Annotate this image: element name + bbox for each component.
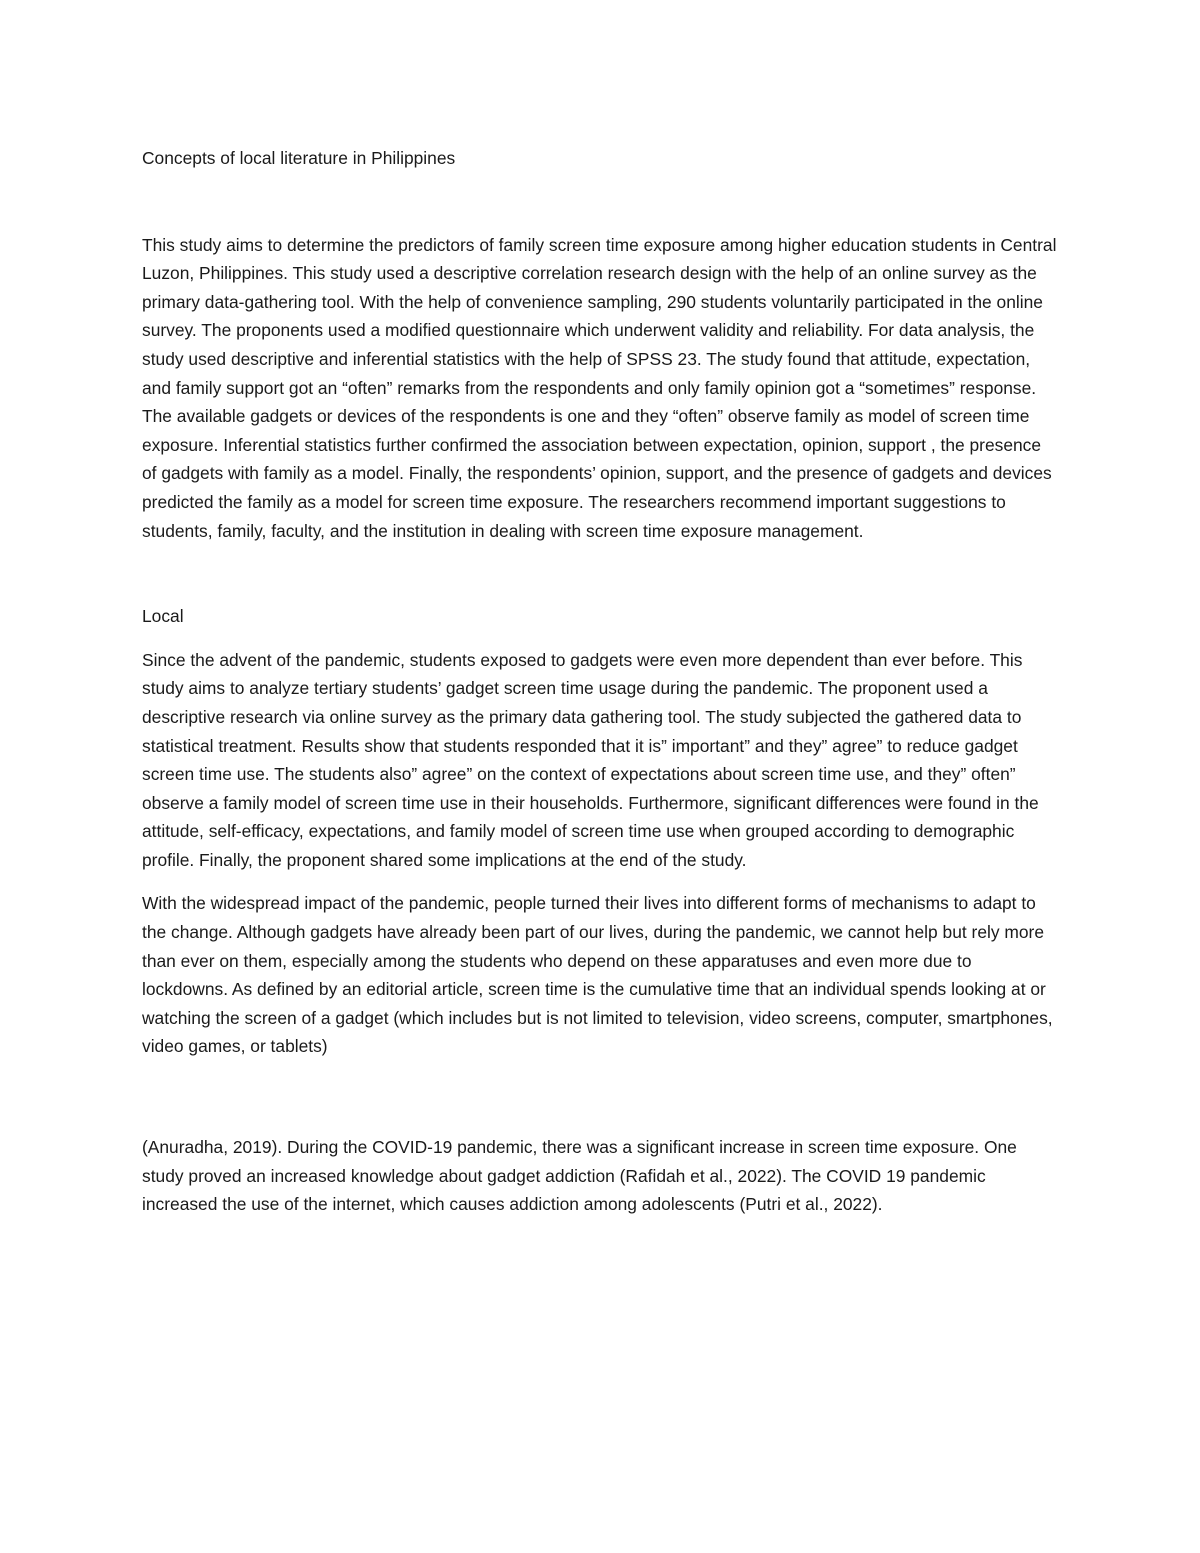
- abstract-paragraph: This study aims to determine the predictors of family screen time exposure among higher education students in Central Luzon, Philippines. This study used a descriptive correlation research design with the help of an online survey as the primary data-gathering tool. With the help of convenience sampling, 290 students voluntarily participated in the online survey. The proponents used a modified questionnaire which underwent validity and reliability. For data analysis, the study used descriptive and inferential statistics with the help of SPSS 23. The study found that attitude, expectation, and family support got an “often” remarks from the respondents and only family opinion got a “sometimes” response. The available gadgets or devices of the respondents is one and they “often” observe family as model of screen time exposure. Inferential statistics further confirmed the association between expectation, opinion, support , the presence of gadgets with family as a model. Finally, the respondents’ opinion, support, and the presence of gadgets and devices predicted the family as a model for screen time exposure. The researchers recommend important suggestions to students, family, faculty, and the institution in dealing with screen time exposure management.: [142, 234, 1057, 541]
- document-body: [142, 144, 1060, 1219]
- section-heading-local: Local: [142, 606, 184, 627]
- document-title: Concepts of local literature in Philippines: [142, 148, 456, 168]
- paragraph-local-study: Since the advent of the pandemic, students exposed to gadgets were even more dependent than ever before. This study aims to analyze tertiary students’ gadget screen time usage during the pandemic. The proponent used a descriptive research via online survey as the primary data gathering tool. The study subjected the gathered data to statistical treatment. Results show that students responded that it is” important” and they” agree” to reduce gadget screen time use. The students also” agree” on the context of expectations about screen time use, and they” often” observe a family model of screen time use in their households. Furthermore, significant differences were found in the attitude, self-efficacy, expectations, and family model of screen time use when grouped according to demographic profile. Finally, the proponent shared some implications at the end of the study.: [142, 649, 1039, 870]
- paragraph-pandemic-impact: With the widespread impact of the pandemic, people turned their lives into different forms of mechanisms to adapt to the change. Although gadgets have already been part of our lives, during the pandemic, we cannot help but rely more than ever on them, especially among the students who depend on these apparatuses and even more due to lockdowns. As defined by an editorial article, screen time is the cumulative time that an individual spends looking at or watching the screen of a gadget (which includes but is not limited to television, video screens, computer, smartphones, video games, or tablets): [142, 893, 1053, 1057]
- paragraph-covid-citations: (Anuradha, 2019). During the COVID-19 pandemic, there was a significant increase in screen time exposure. One study proved an increased knowledge about gadget addiction (Rafidah et al., 2022). The COVID 19 pandemic increased the use of the internet, which causes addiction among adolescents (Putri et al., 2022).: [142, 1137, 1017, 1215]
